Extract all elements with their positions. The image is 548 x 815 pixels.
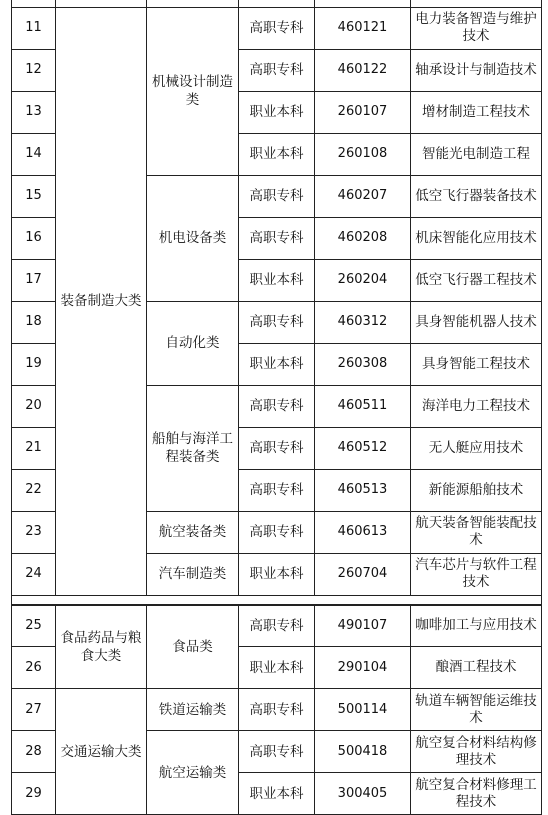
code-cell: 460312 xyxy=(315,301,411,343)
subcategory-cell: 船舶与海洋工程装备类 xyxy=(147,385,239,511)
level-cell: 职业本科 xyxy=(239,91,315,133)
level-cell: 高职专科 xyxy=(239,469,315,511)
code-cell: 460122 xyxy=(315,49,411,91)
level-cell: 高职专科 xyxy=(239,175,315,217)
code-cell: 290104 xyxy=(315,647,411,689)
row-number: 14 xyxy=(12,133,56,175)
row-number: 11 xyxy=(12,7,56,49)
subcategory-cell: 机电设备类 xyxy=(147,175,239,301)
level-cell: 高职专科 xyxy=(239,731,315,773)
major-cell: 航天装备智能装配技术 xyxy=(411,511,542,553)
subcategory-cell: 铁道运输类 xyxy=(147,689,239,731)
level-cell: 职业本科 xyxy=(239,259,315,301)
code-cell: 300405 xyxy=(315,773,411,815)
level-cell: 高职专科 xyxy=(239,511,315,553)
row-number: 27 xyxy=(12,689,56,731)
major-cell: 咖啡加工与应用技术 xyxy=(411,605,542,647)
category-cell: 装备制造大类 xyxy=(56,7,147,595)
row-number: 12 xyxy=(12,49,56,91)
table-row xyxy=(12,605,542,647)
code-cell: 260108 xyxy=(315,133,411,175)
level-cell: 高职专科 xyxy=(239,605,315,647)
major-cell: 汽车芯片与软件工程技术 xyxy=(411,553,542,595)
code-cell: 500418 xyxy=(315,731,411,773)
code-cell: 260308 xyxy=(315,343,411,385)
major-cell: 增材制造工程技术 xyxy=(411,91,542,133)
code-cell: 260107 xyxy=(315,91,411,133)
level-cell: 高职专科 xyxy=(239,217,315,259)
major-cell: 新能源船舶技术 xyxy=(411,469,542,511)
row-number: 16 xyxy=(12,217,56,259)
table-row xyxy=(12,7,542,49)
subcategory-cell: 自动化类 xyxy=(147,301,239,385)
code-cell: 460207 xyxy=(315,175,411,217)
level-cell: 高职专科 xyxy=(239,689,315,731)
major-cell: 机床智能化应用技术 xyxy=(411,217,542,259)
row-number: 20 xyxy=(12,385,56,427)
major-cell: 低空飞行器装备技术 xyxy=(411,175,542,217)
row-number: 17 xyxy=(12,259,56,301)
row-number: 22 xyxy=(12,469,56,511)
major-cell: 海洋电力工程技术 xyxy=(411,385,542,427)
major-cell: 具身智能机器人技术 xyxy=(411,301,542,343)
level-cell: 高职专科 xyxy=(239,385,315,427)
major-cell: 无人艇应用技术 xyxy=(411,427,542,469)
level-cell: 高职专科 xyxy=(239,301,315,343)
code-cell: 260704 xyxy=(315,553,411,595)
row-number: 25 xyxy=(12,605,56,647)
subcategory-cell: 食品类 xyxy=(147,605,239,689)
table-row-partial xyxy=(12,0,542,7)
row-number: 19 xyxy=(12,343,56,385)
major-catalog-table-wrapper xyxy=(11,0,541,815)
table-section-gap xyxy=(12,595,542,605)
code-cell: 260204 xyxy=(315,259,411,301)
level-cell: 高职专科 xyxy=(239,7,315,49)
level-cell: 高职专科 xyxy=(239,49,315,91)
code-cell: 460121 xyxy=(315,7,411,49)
code-cell: 460613 xyxy=(315,511,411,553)
row-number: 21 xyxy=(12,427,56,469)
major-cell: 酿酒工程技术 xyxy=(411,647,542,689)
code-cell: 460511 xyxy=(315,385,411,427)
code-cell: 460208 xyxy=(315,217,411,259)
subcategory-cell: 汽车制造类 xyxy=(147,553,239,595)
row-number: 13 xyxy=(12,91,56,133)
major-cell: 轨道车辆智能运维技术 xyxy=(411,689,542,731)
subcategory-cell: 机械设计制造类 xyxy=(147,7,239,175)
subcategory-cell: 航空装备类 xyxy=(147,511,239,553)
level-cell: 职业本科 xyxy=(239,133,315,175)
row-number: 15 xyxy=(12,175,56,217)
level-cell: 职业本科 xyxy=(239,553,315,595)
major-cell: 轴承设计与制造技术 xyxy=(411,49,542,91)
code-cell: 460512 xyxy=(315,427,411,469)
row-number: 23 xyxy=(12,511,56,553)
level-cell: 职业本科 xyxy=(239,647,315,689)
major-cell: 航空复合材料修理工程技术 xyxy=(411,773,542,815)
level-cell: 职业本科 xyxy=(239,343,315,385)
row-number: 26 xyxy=(12,647,56,689)
code-cell: 460513 xyxy=(315,469,411,511)
category-cell: 交通运输大类 xyxy=(56,689,147,815)
code-cell: 490107 xyxy=(315,605,411,647)
major-cell: 具身智能工程技术 xyxy=(411,343,542,385)
major-cell: 智能光电制造工程 xyxy=(411,133,542,175)
row-number: 29 xyxy=(12,773,56,815)
major-catalog-table xyxy=(11,0,542,815)
row-number: 24 xyxy=(12,553,56,595)
major-cell: 航空复合材料结构修理技术 xyxy=(411,731,542,773)
subcategory-cell: 航空运输类 xyxy=(147,731,239,815)
level-cell: 高职专科 xyxy=(239,427,315,469)
major-cell: 低空飞行器工程技术 xyxy=(411,259,542,301)
category-cell: 食品药品与粮食大类 xyxy=(56,605,147,689)
row-number: 18 xyxy=(12,301,56,343)
code-cell: 500114 xyxy=(315,689,411,731)
row-number: 28 xyxy=(12,731,56,773)
table-row xyxy=(12,689,542,731)
level-cell: 职业本科 xyxy=(239,773,315,815)
major-cell: 电力装备智造与维护技术 xyxy=(411,7,542,49)
